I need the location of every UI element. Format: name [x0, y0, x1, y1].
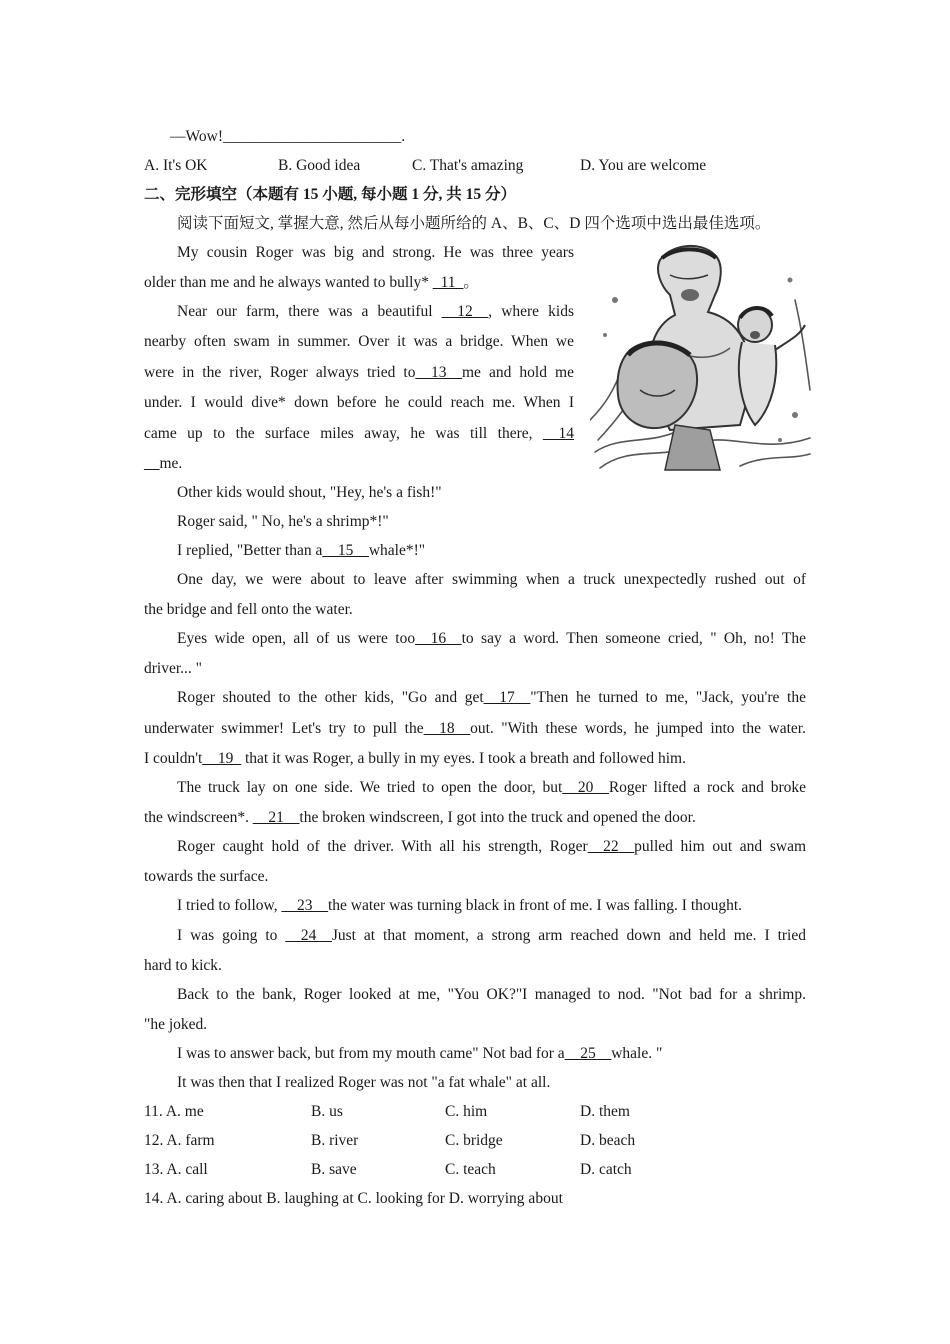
passage-line: __me.	[144, 455, 183, 472]
blank-15: __15__	[322, 542, 369, 559]
passage-line: were in the river, Roger always tried to__13__me and hold me	[144, 364, 574, 381]
q13-option-a: 13. A. call	[144, 1161, 208, 1178]
q13-option-d: D. catch	[580, 1161, 632, 1178]
passage-line: Near our farm, there was a beautiful __12__, where kids	[177, 303, 575, 320]
q11-option-a: 11. A. me	[144, 1103, 204, 1120]
section-instruction: 阅读下面短文, 掌握大意, 然后从每小题所给的 A、B、C、D 四个选项中选出最佳选项。	[177, 215, 771, 232]
blank-18: __18__	[423, 720, 471, 737]
passage-line: I tried to follow, __23__the water was turning black in front of me. I was falling. I thought.	[177, 897, 743, 914]
blank-12: __12__	[441, 303, 489, 320]
passage-line: under. I would dive* down before he could reach me. When I	[144, 394, 574, 411]
passage-line: Other kids would shout, "Hey, he's a fish!"	[177, 484, 442, 501]
option-a: A. It's OK	[144, 157, 208, 174]
passage-line: Roger said, " No, he's a shrimp*!"	[177, 513, 389, 530]
q11-option-b: B. us	[311, 1103, 343, 1120]
passage-line: Eyes wide open, all of us were too__16__to say a word. Then someone cried, " Oh, no! The	[177, 630, 806, 647]
passage-line: It was then that I realized Roger was not "a fat whale" at all.	[177, 1074, 551, 1091]
passage-line: hard to kick.	[144, 957, 222, 974]
blank-24: __24__	[285, 927, 332, 944]
option-d: D. You are welcome	[580, 157, 707, 174]
passage-line: towards the surface.	[144, 868, 269, 885]
blank-25: __25__	[564, 1045, 612, 1062]
blank-20: __20__	[562, 779, 609, 796]
q12-option-c: C. bridge	[445, 1132, 503, 1149]
q14-options: 14. A. caring about B. laughing at C. looking for D. worrying about	[144, 1190, 563, 1207]
passage-line: the bridge and fell onto the water.	[144, 601, 353, 618]
passage-line: underwater swimmer! Let's try to pull the__18__out. "With these words, he jumped into the water.	[144, 720, 806, 737]
q12-option-d: D. beach	[580, 1132, 636, 1149]
passage-line: I was going to __24__Just at that moment, a strong arm reached down and held me. I tried	[177, 927, 806, 944]
blank-16: __16__	[415, 630, 462, 647]
q13-option-b: B. save	[311, 1161, 357, 1178]
q12-option-b: B. river	[311, 1132, 359, 1149]
section-heading: 二、完形填空（本题有 15 小题, 每小题 1 分, 共 15 分）	[144, 186, 517, 203]
option-b: B. Good idea	[278, 157, 361, 174]
blank-22: __22__	[587, 838, 635, 855]
illustration-swimmers	[590, 240, 812, 472]
passage-line: Roger caught hold of the driver. With all his strength, Roger__22__pulled him out and swam	[177, 838, 806, 855]
q11-option-c: C. him	[445, 1103, 488, 1120]
dialog-line: —Wow!_______________________.	[170, 128, 406, 145]
blank-23: __23__	[281, 897, 328, 914]
passage-line: older than me and he always wanted to bully* _11_。	[144, 274, 479, 291]
blank-11: _11_	[432, 274, 464, 291]
blank-17: __17__	[483, 689, 531, 706]
blank-13: __13__	[415, 364, 462, 381]
blank-19: __19_	[202, 750, 242, 767]
passage-line: I couldn't__19_ that it was Roger, a bully in my eyes. I took a breath and followed him.	[144, 750, 686, 767]
passage-line: "he joked.	[144, 1016, 208, 1033]
passage-line: the windscreen*. __21__the broken windscreen, I got into the truck and opened the door.	[144, 809, 696, 826]
passage-line: nearby often swam in summer. Over it was a bridge. When we	[144, 333, 574, 350]
q11-option-d: D. them	[580, 1103, 630, 1120]
passage-line: I was to answer back, but from my mouth came" Not bad for a__25__whale. "	[177, 1045, 663, 1062]
option-c: C. That's amazing	[412, 157, 524, 174]
passage-line: My cousin Roger was big and strong. He was three years	[177, 244, 574, 261]
passage-line: The truck lay on one side. We tried to open the door, but__20__Roger lifted a rock and broke	[177, 779, 807, 796]
passage-line: driver... "	[144, 660, 202, 677]
blank-21: __21__	[252, 809, 300, 826]
passage-line: Roger shouted to the other kids, "Go and get__17__"Then he turned to me, "Jack, you're the	[177, 689, 806, 706]
blank-14: __14	[543, 425, 574, 442]
passage-line: came up to the surface miles away, he was till there, __14	[144, 425, 574, 442]
passage-line: One day, we were about to leave after swimming when a truck unexpectedly rushed out of	[177, 571, 806, 588]
q12-option-a: 12. A. farm	[144, 1132, 215, 1149]
passage-line: Back to the bank, Roger looked at me, "You OK?"I managed to nod. "Not bad for a shrimp.	[177, 986, 806, 1003]
passage-line: I replied, "Better than a__15__whale*!"	[177, 542, 426, 559]
q13-option-c: C. teach	[445, 1161, 496, 1178]
